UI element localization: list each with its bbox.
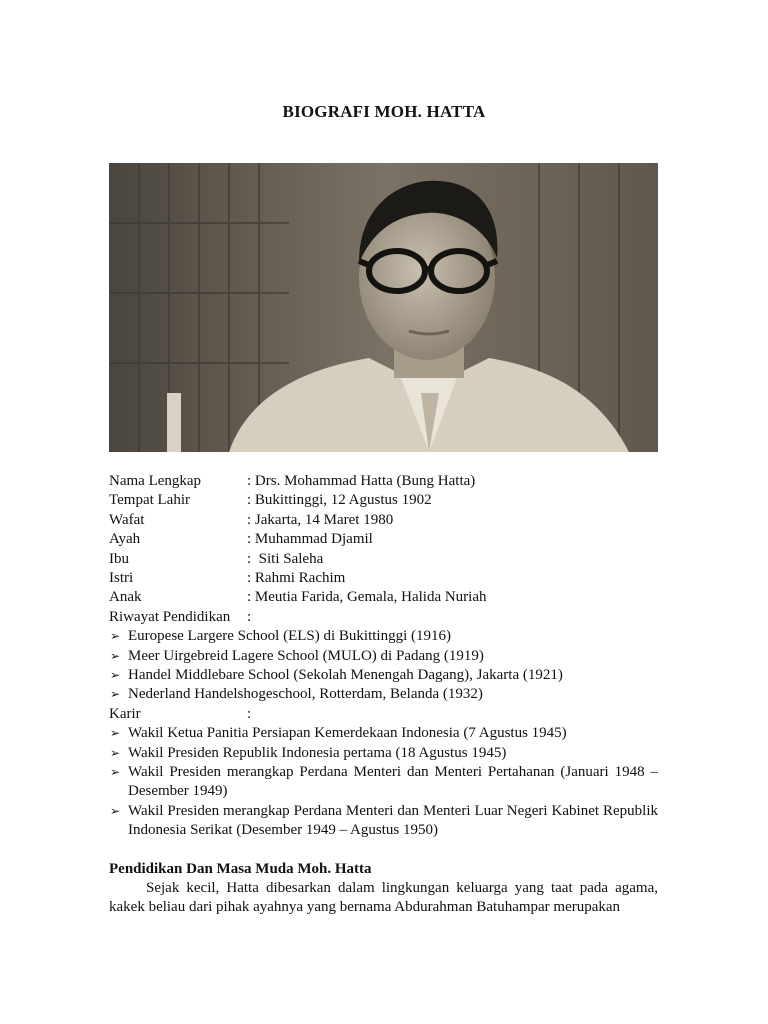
profile-row — [109, 491, 658, 510]
profile-value: : Muhammad Djamil — [247, 531, 373, 548]
list-item-text: Wakil Presiden merangkap Perdana Menteri dan Menteri Pertahanan (Januari 1948 – Desember 1949) — [128, 763, 658, 800]
profile-row — [109, 550, 658, 569]
list-item-text: Handel Middlebare School (Sekolah Menengah Dagang), Jakarta (1921) — [128, 666, 563, 683]
profile-value: : Bukittinggi, 12 Agustus 1902 — [247, 492, 432, 509]
list-item — [109, 724, 658, 743]
list-item-text: Europese Largere School (ELS) di Bukittinggi (1916) — [128, 628, 451, 645]
list-item — [109, 666, 658, 685]
career-list — [109, 724, 658, 840]
profile-row — [109, 588, 658, 607]
arrow-bullet-icon: ➢ — [110, 667, 121, 682]
education-list — [109, 627, 658, 705]
career-colon: : — [247, 705, 252, 722]
profile-row — [109, 472, 658, 491]
profile-value: : Siti Saleha — [247, 550, 324, 567]
profile-value: : Meutia Farida, Gemala, Halida Nuriah — [247, 589, 487, 606]
list-item-text: Meer Uirgebreid Lagere School (MULO) di Padang (1919) — [128, 647, 484, 664]
profile-table — [109, 472, 658, 608]
profile-value: : Rahmi Rachim — [247, 569, 346, 586]
arrow-bullet-icon: ➢ — [110, 648, 121, 663]
arrow-bullet-icon: ➢ — [110, 687, 121, 702]
arrow-bullet-icon: ➢ — [110, 764, 121, 779]
arrow-bullet-icon: ➢ — [110, 629, 121, 644]
section-paragraph: Sejak kecil, Hatta dibesarkan dalam lingkungan keluarga yang taat pada agama, kakek beliau dari pihak ayahnya yang bernama Abdurahman Batuhampar merupakan — [109, 879, 658, 916]
education-heading — [109, 608, 658, 627]
section-heading: Pendidikan Dan Masa Muda Moh. Hatta — [109, 860, 372, 877]
profile-value: : Jakarta, 14 Maret 1980 — [247, 511, 394, 528]
profile-label: Nama Lengkap — [109, 473, 202, 489]
list-item — [109, 763, 658, 802]
list-item — [109, 647, 658, 666]
profile-value: : Drs. Mohammad Hatta (Bung Hatta) — [247, 473, 476, 489]
list-item-text: Nederland Handelshogeschool, Rotterdam, Belanda (1932) — [128, 686, 483, 703]
portrait-photo — [109, 163, 658, 452]
list-item-text: Wakil Presiden Republik Indonesia pertama (18 Agustus 1945) — [128, 744, 507, 761]
arrow-bullet-icon: ➢ — [110, 803, 121, 818]
education-label: Riwayat Pendidikan — [109, 608, 231, 625]
biography-body — [109, 472, 658, 918]
profile-row — [109, 511, 658, 530]
list-item — [109, 685, 658, 704]
profile-label: Tempat Lahir — [109, 492, 190, 509]
list-item — [109, 627, 658, 646]
profile-label: Anak — [109, 589, 142, 606]
profile-label: Istri — [109, 569, 134, 586]
list-item-text: Wakil Ketua Panitia Persiapan Kemerdekaan Indonesia (7 Agustus 1945) — [128, 725, 567, 742]
list-item-text: Wakil Presiden merangkap Perdana Menteri dan Menteri Luar Negeri Kabinet Republik Indonesia Serikat (Desember 1949 – Agustus 1950) — [128, 802, 658, 839]
profile-row — [109, 530, 658, 549]
career-label: Karir — [109, 705, 141, 722]
education-colon: : — [247, 608, 252, 625]
profile-label: Ibu — [109, 550, 129, 567]
list-item — [109, 802, 658, 841]
profile-label: Wafat — [109, 511, 145, 528]
profile-row — [109, 569, 658, 588]
arrow-bullet-icon: ➢ — [110, 726, 121, 741]
arrow-bullet-icon: ➢ — [110, 745, 121, 760]
list-item — [109, 744, 658, 763]
profile-label: Ayah — [109, 531, 141, 548]
career-heading — [109, 705, 658, 724]
page-title: BIOGRAFI MOH. HATTA — [282, 102, 486, 121]
